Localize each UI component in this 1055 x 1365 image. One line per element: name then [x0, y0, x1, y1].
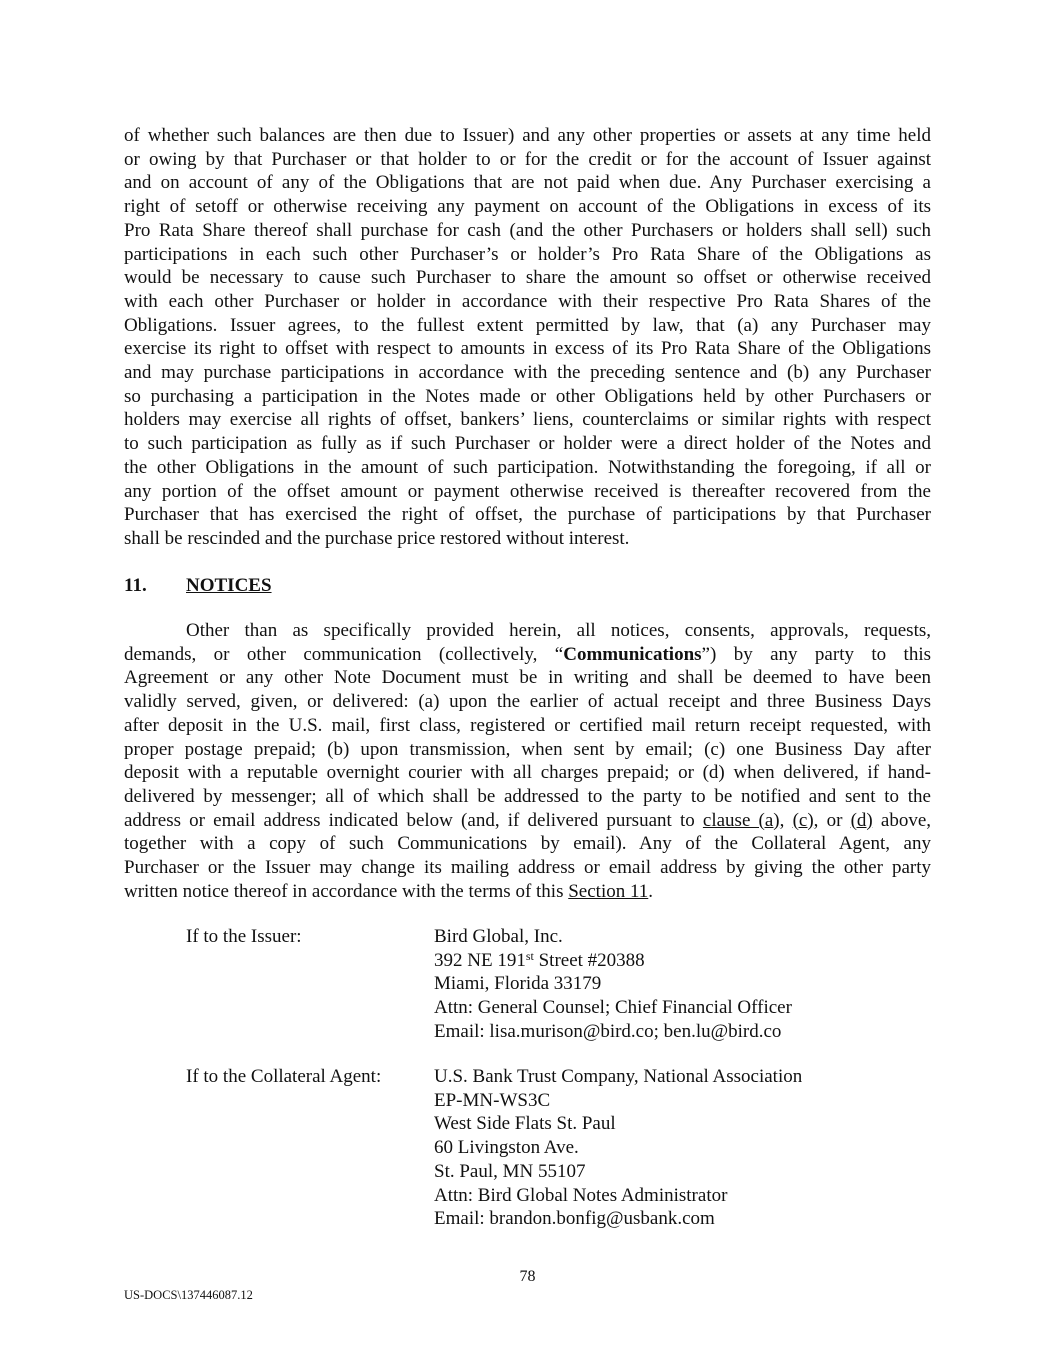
- agent-email: Email: brandon.bonfig@usbank.com: [434, 1208, 715, 1230]
- agent-building: West Side Flats St. Paul: [434, 1113, 616, 1135]
- document-id: US-DOCS\137446087.12: [124, 1288, 253, 1302]
- setoff-line: or owing by that Purchaser or that holder to or for the credit or for the account of Issuer against: [124, 148, 931, 170]
- setoff-line: exercise its right to offset with respect to amounts in excess of its Pro Rata Share of the Obligations: [124, 338, 931, 360]
- notices-line: proper postage prepaid; (b) upon transmission, when sent by email; (c) one Business Day after: [124, 738, 931, 760]
- issuer-email: Email: lisa.murison@bird.co; ben.lu@bird.co: [434, 1020, 782, 1042]
- setoff-line: would be necessary to cause such Purchaser to share the amount so offset or otherwise received: [124, 267, 931, 289]
- setoff-line: right of setoff or otherwise receiving any payment on account of the Obligations in excess of its: [124, 196, 931, 218]
- setoff-line: of whether such balances are then due to Issuer) and any other properties or assets at any time held: [124, 125, 931, 146]
- setoff-line: Pro Rata Share thereof shall purchase for cash (and the other Purchasers or holders shall sell) such: [124, 219, 931, 241]
- setoff-line: and may purchase participations in accordance with the preceding sentence and (b) any Purchaser: [124, 362, 931, 384]
- paragraph-setoff: [124, 124, 931, 551]
- setoff-line: shall be rescinded and the purchase price restored without interest.: [124, 527, 630, 549]
- section-number: 11.: [124, 575, 147, 596]
- cross-reference-clause-c: (c): [792, 809, 814, 831]
- agent-code: EP-MN-WS3C: [434, 1089, 551, 1111]
- notices-line: deposit with a reputable overnight courier with all charges prepaid; or (d) when delivered, if hand-: [124, 762, 931, 784]
- section-heading: [124, 574, 272, 598]
- setoff-line: with each other Purchaser or holder in accordance with their respective Pro Rata Shares of the: [124, 290, 931, 312]
- notices-line: Agreement or any other Note Document must be in writing and shall be deemed to have been: [124, 667, 931, 689]
- setoff-line: the other Obligations in the amount of such participation. Notwithstanding the foregoing, if all or: [124, 456, 931, 478]
- setoff-line: so purchasing a participation in the Notes made or other Obligations held by other Purchasers or: [124, 385, 931, 407]
- notices-line: demands, or other communication (collectively, “Communications”) by any party to this: [124, 643, 931, 665]
- section-title: NOTICES: [186, 575, 272, 596]
- setoff-line: and on account of any of the Obligations that are not paid when due. Any Purchaser exercising a: [124, 172, 931, 194]
- issuer-label: If to the Issuer:: [186, 926, 302, 947]
- setoff-line: participations in each such other Purchaser’s or holder’s Pro Rata Share of the Obligations as: [124, 243, 931, 265]
- setoff-line: to such participation as fully as if such Purchaser or holder were a direct holder of the Notes and: [124, 433, 931, 455]
- issuer-city: Miami, Florida 33179: [434, 973, 602, 995]
- agent-label: If to the Collateral Agent:: [186, 1066, 382, 1087]
- notices-line: validly served, given, or delivered: (a) upon the earlier of actual receipt and three Business Days: [124, 691, 931, 713]
- notices-line: Purchaser or the Issuer may change its mailing address or email address by giving the other party: [124, 857, 931, 879]
- setoff-paragraph-text: [124, 124, 931, 551]
- notices-line: written notice thereof in accordance with the terms of this Section 11.: [124, 880, 654, 902]
- issuer-attn: Attn: General Counsel; Chief Financial Officer: [434, 997, 792, 1019]
- notices-line: Other than as specifically provided herein, all notices, consents, approvals, requests,: [186, 620, 931, 641]
- setoff-line: Purchaser that has exercised the right of offset, the purchase of participations by that Purchaser: [124, 504, 931, 526]
- agent-street: 60 Livingston Ave.: [434, 1137, 579, 1159]
- setoff-line: any portion of the offset amount or payment otherwise received is thereafter recovered from the: [124, 480, 931, 502]
- setoff-line: holders may exercise all rights of offset, bankers’ liens, counterclaims or similar rights with respect: [124, 409, 931, 431]
- agent-city: St. Paul, MN 55107: [434, 1160, 586, 1182]
- defined-term-communications: Communications: [563, 643, 702, 665]
- notices-line: address or email address indicated below (and, if delivered pursuant to clause (a), (c), or (d) above,: [124, 809, 932, 831]
- cross-reference-clause-a: clause (a): [702, 809, 780, 831]
- setoff-line: Obligations. Issuer agrees, to the fullest extent permitted by law, that (a) any Purchaser may: [124, 314, 931, 336]
- agent-attn: Attn: Bird Global Notes Administrator: [434, 1184, 728, 1206]
- issuer-street: 392 NE 191st Street #20388: [434, 948, 645, 971]
- cross-reference-section-11: Section 11: [568, 880, 649, 902]
- notices-line: after deposit in the U.S. mail, first class, registered or certified mail return receipt requested, with: [124, 714, 931, 736]
- page-number: 78: [519, 1268, 536, 1285]
- notices-paragraph: [124, 619, 931, 903]
- notices-line: delivered by messenger; all of which shall be addressed to the party to be notified and sent to the: [124, 785, 931, 807]
- issuer-name: Bird Global, Inc.: [434, 926, 563, 947]
- notices-line: together with a copy of such Communications by email). Any of the Collateral Agent, any: [124, 833, 931, 855]
- cross-reference-clause-d: (d): [850, 809, 873, 831]
- agent-name: U.S. Bank Trust Company, National Association: [434, 1066, 803, 1087]
